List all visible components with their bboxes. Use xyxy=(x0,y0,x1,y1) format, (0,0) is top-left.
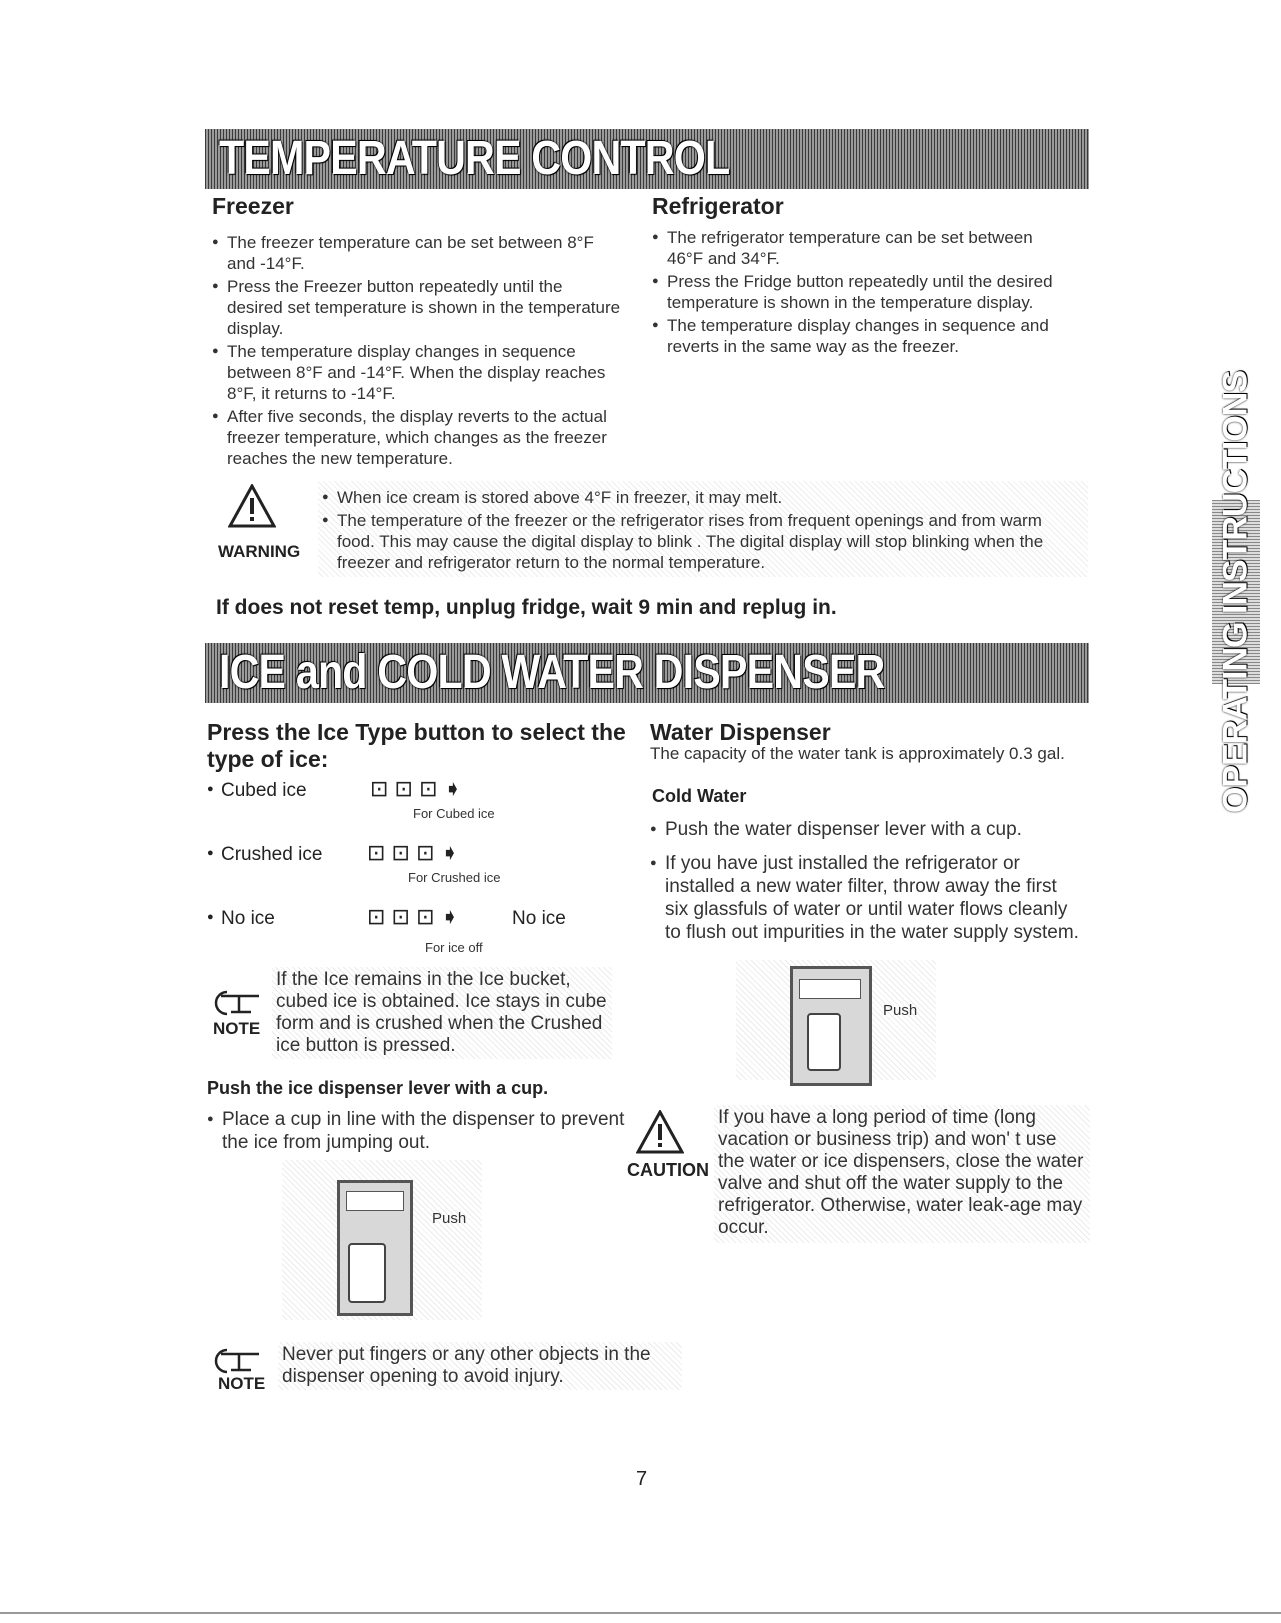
push-label: Push xyxy=(432,1210,467,1227)
bottom-rule xyxy=(0,1612,1281,1614)
refrigerator-bullets xyxy=(652,227,1072,359)
ice-option-label: No ice xyxy=(221,908,275,929)
cup-icon xyxy=(807,1013,841,1071)
operating-instructions-tab xyxy=(1212,370,1260,814)
temperature-control-banner xyxy=(205,129,1089,189)
ice-option-none xyxy=(207,904,627,955)
caution-icon xyxy=(636,1110,684,1159)
ice-option-caption: For Cubed ice xyxy=(413,806,495,821)
list-item: ● Press the Fridge button repeatedly until the desired temperature is shown in the temperature display. xyxy=(652,271,1072,313)
ice-dispenser-illustration xyxy=(337,1180,413,1316)
list-item: ● When ice cream is stored above 4°F in freezer, it may melt. xyxy=(322,487,1052,508)
note2-box xyxy=(278,1342,682,1390)
caution-box xyxy=(714,1105,1090,1243)
caution-label: CAUTION xyxy=(627,1160,709,1180)
list-item: ● The temperature of the freezer or the refrigerator rises from frequent openings and from warm food. This may cause the digital display to blink . The digital display will stop blinking when the freezer and refrigerator return to the normal temperature. xyxy=(322,510,1052,573)
ice-option-cubed xyxy=(207,776,627,824)
list-item: ● The temperature display changes in sequence between 8°F and -14°F. When the display reaches 8°F, it returns to -14°F. xyxy=(212,341,622,404)
list-item: ● If you have just installed the refrigerator or installed a new water filter, throw away the first six glassfuls of water or until water flows cleanly to flush out impurities in the water supply system. xyxy=(650,852,1080,944)
ice-option-crushed xyxy=(207,840,627,888)
water-capacity: The capacity of the water tank is approximately 0.3 gal. xyxy=(650,744,1065,763)
ice-option-caption: For Crushed ice xyxy=(408,870,501,885)
water-dispenser-heading: Water Dispenser xyxy=(650,719,831,745)
warning-label: WARNING xyxy=(218,542,301,561)
cold-water-bullets xyxy=(650,818,1080,955)
ice-option-label: Cubed ice xyxy=(221,780,307,801)
reset-instruction: If does not reset temp, unplug fridge, wait 9 min and replug in. xyxy=(216,596,837,619)
note1-box xyxy=(272,967,612,1059)
note-text: Never put fingers or any other objects in the dispenser opening to avoid injury. xyxy=(282,1344,651,1387)
note-icon xyxy=(213,988,263,1023)
ice-option-label: Crushed ice xyxy=(221,844,323,865)
bullet-dot: ● xyxy=(207,783,214,795)
water-dispenser-illustration xyxy=(790,966,872,1086)
bullet-dot: ● xyxy=(207,847,214,859)
section-title: TEMPERATURE CONTROL xyxy=(219,132,730,185)
list-item: ● After five seconds, the display reverts to the actual freezer temperature, which changes as the freezer reaches the new temperature. xyxy=(212,406,622,469)
no-ice-icon: ⊡ ⊡ ⊡ ➧ xyxy=(367,904,460,929)
page-number: 7 xyxy=(636,1468,648,1490)
note-label: NOTE xyxy=(213,1019,261,1038)
crushed-icon: ⊡ ⊡ ⊡ ➧ xyxy=(367,840,460,865)
warning-box xyxy=(318,481,1088,577)
cubed-icon: ⊡ ⊡ ⊡ ➧ xyxy=(370,776,463,801)
list-item: ● The refrigerator temperature can be set between 46°F and 34°F. xyxy=(652,227,1072,269)
push-ice-bullets xyxy=(207,1108,627,1165)
freezer-bullets xyxy=(212,232,622,471)
freezer-heading: Freezer xyxy=(212,193,294,219)
refrigerator-heading: Refrigerator xyxy=(652,193,784,219)
bullet-dot: ● xyxy=(207,911,214,923)
list-item: ● The temperature display changes in sequence and reverts in the same way as the freezer. xyxy=(652,315,1072,357)
list-item: ● Push the water dispenser lever with a cup. xyxy=(650,818,1080,841)
list-item: ● The freezer temperature can be set between 8°F and -14°F. xyxy=(212,232,622,274)
list-item: ● Place a cup in line with the dispenser to prevent the ice from jumping out. xyxy=(207,1108,627,1154)
caution-text: If you have a long period of time (long vacation or business trip) and won' t use the water or ice dispensers, close the water valve and shut off the water supply to the refrigerator. Otherwise, water leak-age may occur. xyxy=(718,1107,1084,1238)
push-label: Push xyxy=(883,1002,918,1019)
ice-option-result: No ice xyxy=(512,908,566,929)
ice-type-heading: Press the Ice Type button to select the type of ice: xyxy=(207,719,626,772)
cold-water-heading: Cold Water xyxy=(652,786,747,806)
side-tab-label: OPERATING INSTRUCTIONS xyxy=(1216,370,1255,814)
note-label: NOTE xyxy=(218,1374,266,1393)
push-ice-heading: Push the ice dispenser lever with a cup. xyxy=(207,1078,549,1098)
cup-icon xyxy=(348,1243,386,1303)
list-item: ● Press the Freezer button repeatedly until the desired set temperature is shown in the temperature display. xyxy=(212,276,622,339)
ice-water-dispenser-banner xyxy=(205,643,1089,703)
control-panel-icon xyxy=(799,979,861,999)
section-title: ICE and COLD WATER DISPENSER xyxy=(219,646,885,699)
note-text: If the Ice remains in the Ice bucket, cubed ice is obtained. Ice stays in cube form and is crushed when the Crushed ice button is pressed. xyxy=(276,969,607,1056)
control-panel-icon xyxy=(346,1191,404,1211)
ice-option-caption: For ice off xyxy=(425,940,483,955)
warning-icon xyxy=(228,484,276,533)
